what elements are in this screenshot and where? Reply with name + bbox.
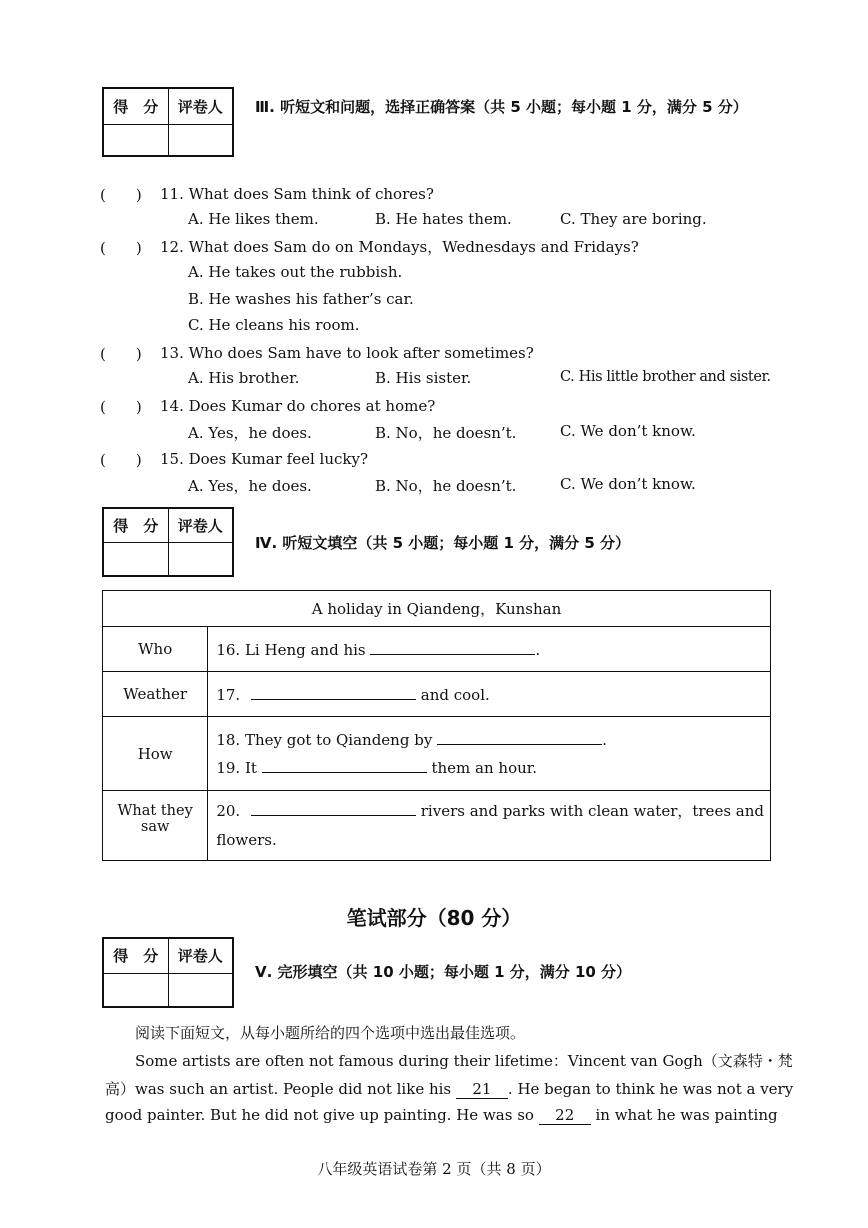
option-c: C. His little brother and sister. — [560, 369, 771, 385]
answer-blank-17[interactable] — [251, 685, 416, 700]
grader-cell[interactable] — [168, 973, 233, 1007]
answer-paren[interactable]: ( ) — [100, 186, 142, 204]
row-18-19 — [208, 717, 771, 791]
q20-text: rivers and parks with clean water，trees and — [420, 801, 764, 820]
q20-number: 20. — [216, 801, 241, 820]
cloze-blank-22[interactable]: 22 — [539, 1106, 591, 1125]
section5-title: Ⅴ. 完形填空（共 10 小题；每小题 1 分，满分 10 分） — [255, 963, 632, 981]
answer-blank-16[interactable] — [370, 640, 535, 655]
option-c: C. We don’t know. — [560, 422, 696, 440]
fill-in-table — [102, 590, 771, 861]
q16-text: 16. Li Heng and his — [216, 640, 366, 659]
answer-paren[interactable]: ( ) — [100, 451, 142, 469]
grader-cell[interactable] — [168, 124, 233, 156]
row-label-weather: Weather — [103, 672, 208, 717]
q16-end: . — [535, 640, 541, 659]
score-box — [102, 937, 234, 1008]
score-cell[interactable] — [103, 124, 168, 156]
question-14: 14. Does Kumar do chores at home? — [160, 397, 436, 415]
score-cell[interactable] — [103, 973, 168, 1007]
q19-text: 19. It — [216, 758, 257, 777]
answer-paren[interactable]: ( ) — [100, 239, 142, 257]
section4-title: Ⅳ. 听短文填空（共 5 小题；每小题 1 分，满分 5 分） — [255, 534, 631, 552]
line3-start: good painter. But he did not give up painting. He was so — [105, 1106, 534, 1124]
option-a: A. His brother. — [188, 369, 300, 387]
grader-label: 评卷人 — [168, 508, 233, 542]
q17-text: and cool. — [420, 685, 490, 704]
row-19 — [216, 754, 769, 782]
grader-cell[interactable] — [168, 542, 233, 576]
passage-line-2 — [105, 1078, 793, 1099]
q17-number: 17. — [216, 685, 241, 704]
grader-label: 评卷人 — [168, 938, 233, 973]
option-a: A. He takes out the rubbish. — [188, 263, 403, 281]
q18-text: 18. They got to Qiandeng by — [216, 730, 433, 749]
instruction: 阅读下面短文，从每小题所给的四个选项中选出最佳选项。 — [135, 1024, 526, 1042]
question-13: 13. Who does Sam have to look after sometimes? — [160, 344, 534, 362]
page-footer: 八年级英语试卷第 2 页（共 8 页） — [317, 1160, 551, 1178]
row-label-how: How — [103, 717, 208, 791]
row-18 — [216, 726, 769, 754]
score-label: 得 分 — [103, 508, 168, 542]
option-a: A. Yes，he does. — [188, 424, 312, 442]
q20-continued: flowers. — [216, 830, 277, 849]
written-part-heading: 笔试部分（80 分） — [346, 906, 522, 930]
answer-blank-20[interactable] — [251, 801, 416, 816]
q18-end: . — [602, 730, 607, 749]
section3-title: Ⅲ. 听短文和问题，选择正确答案（共 5 小题；每小题 1 分，满分 5 分） — [255, 98, 748, 116]
answer-blank-18[interactable] — [437, 730, 602, 745]
score-label: 得 分 — [103, 938, 168, 973]
row-label-saw: What they saw — [103, 791, 208, 861]
row-label-who: Who — [103, 627, 208, 672]
row-20 — [208, 791, 771, 861]
row-20-line1 — [216, 797, 764, 826]
score-cell[interactable] — [103, 542, 168, 576]
row-17 — [208, 672, 771, 717]
answer-blank-19[interactable] — [262, 758, 427, 773]
passage-line-1: Some artists are often not famous during their lifetime：Vincent van Gogh（文森特・梵 — [135, 1052, 793, 1070]
option-b: B. He hates them. — [375, 210, 512, 228]
line2-start: 高）was such an artist. People did not like his — [105, 1080, 452, 1098]
question-15: 15. Does Kumar feel lucky? — [160, 450, 369, 468]
row-16 — [208, 627, 771, 672]
option-b: B. His sister. — [375, 369, 472, 387]
score-box — [102, 87, 234, 157]
score-box — [102, 507, 234, 577]
option-a: A. He likes them. — [188, 210, 319, 228]
score-label: 得 分 — [103, 88, 168, 124]
answer-paren[interactable]: ( ) — [100, 398, 142, 416]
option-c: C. We don’t know. — [560, 475, 696, 493]
line2-end: . He began to think he was not a very — [507, 1080, 794, 1098]
passage-line-3 — [105, 1106, 778, 1125]
table-title: A holiday in Qiandeng，Kunshan — [103, 591, 771, 627]
cloze-blank-21[interactable]: 21 — [456, 1080, 508, 1099]
option-c: C. They are boring. — [560, 210, 707, 228]
option-b: B. No，he doesn’t. — [375, 424, 517, 442]
option-a: A. Yes，he does. — [188, 477, 312, 495]
option-b: B. He washes his father’s car. — [188, 290, 414, 308]
q19-end: them an hour. — [431, 758, 538, 777]
answer-paren[interactable]: ( ) — [100, 345, 142, 363]
question-11: 11. What does Sam think of chores? — [160, 185, 434, 203]
option-b: B. No，he doesn’t. — [375, 477, 517, 495]
line3-end: in what he was painting — [595, 1106, 778, 1124]
question-12: 12. What does Sam do on Mondays，Wednesdays and Fridays? — [160, 238, 639, 256]
grader-label: 评卷人 — [168, 88, 233, 124]
option-c: C. He cleans his room. — [188, 316, 360, 334]
